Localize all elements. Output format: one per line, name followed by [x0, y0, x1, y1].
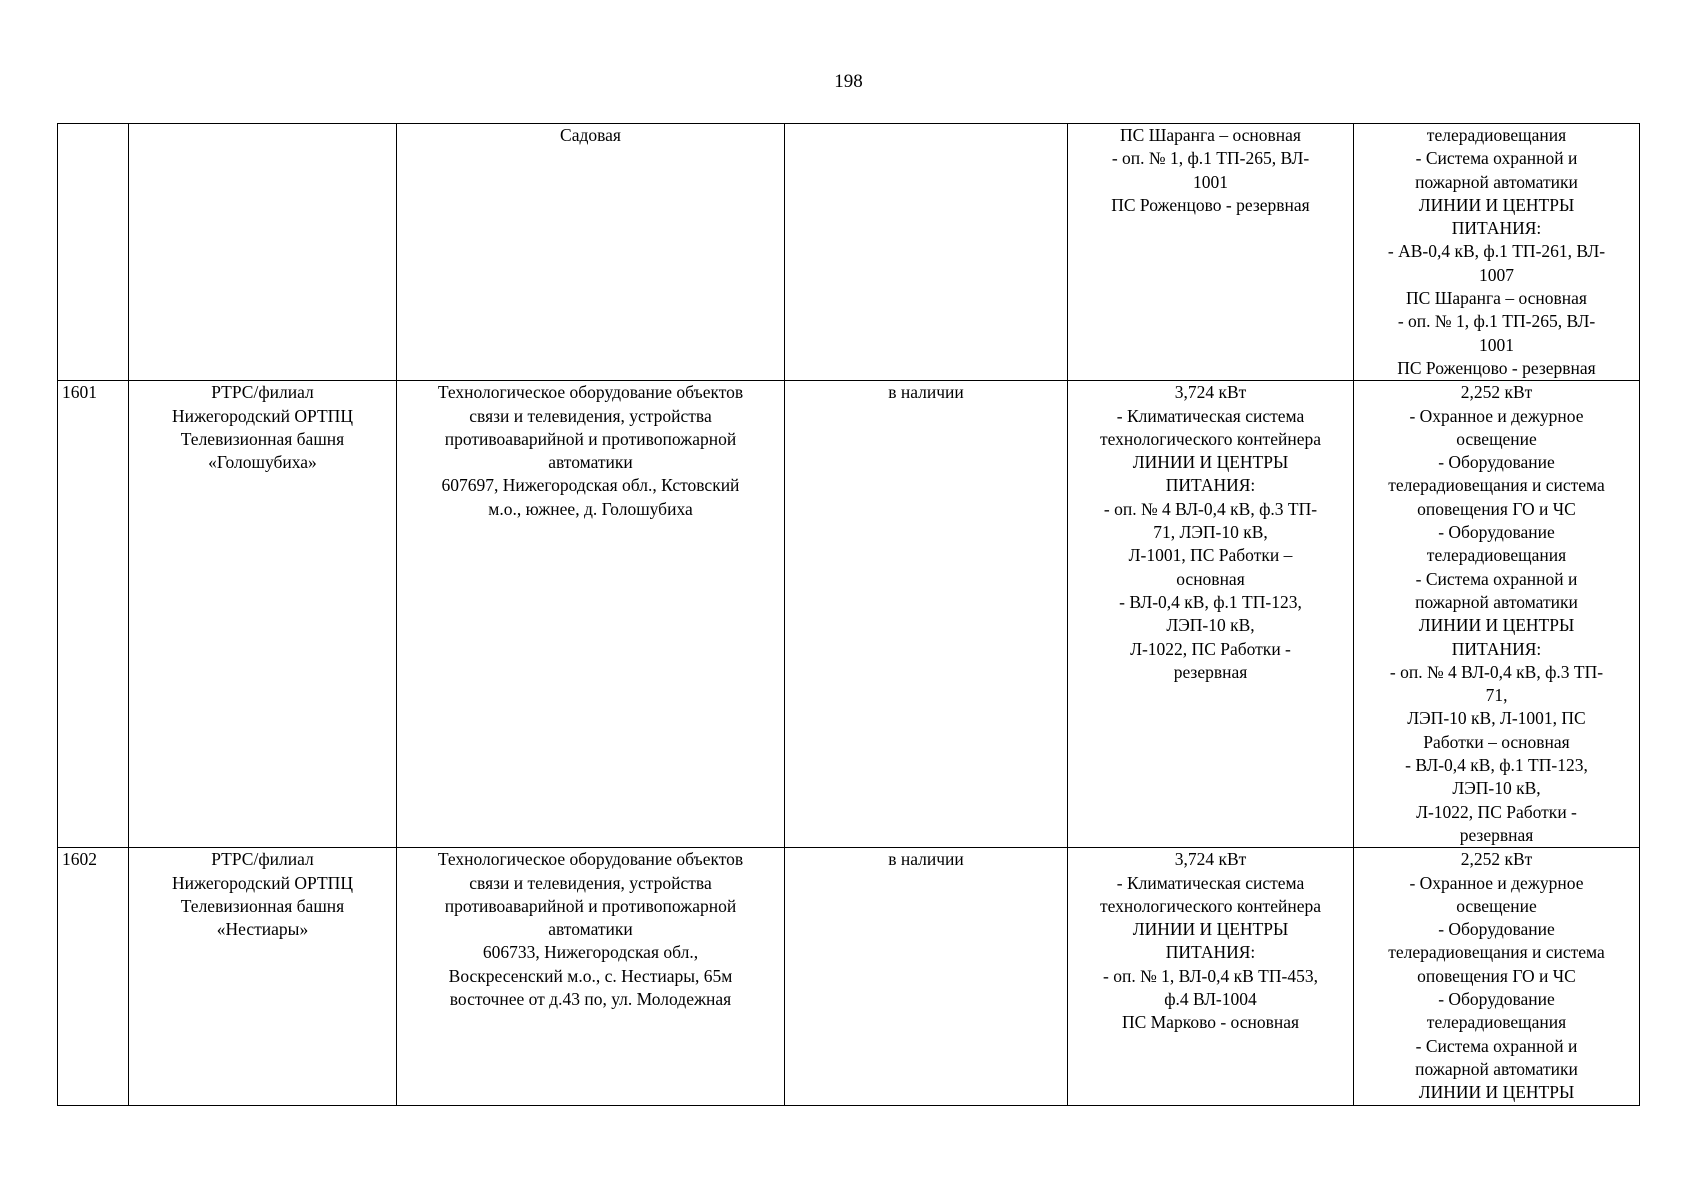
object-cell: Технологическое оборудование объектов связи и телевидения, устройства противоаварийной и противопожарной автоматики 607697, Нижегородская обл., Кстовский м.о., южнее, д. Голошубиха	[397, 381, 785, 848]
power-cell: ПС Шаранга – основная - оп. № 1, ф.1 ТП-265, ВЛ- 1001 ПС Роженцово - резервная	[1068, 124, 1354, 381]
power-cell: 3,724 кВт - Климатическая система технологического контейнера ЛИНИИ И ЦЕНТРЫ ПИТАНИЯ: - оп. № 1, ВЛ-0,4 кВ ТП-453, ф.4 ВЛ-1004 ПС Марково - основная	[1068, 848, 1354, 1105]
object-cell: Технологическое оборудование объектов связи и телевидения, устройства противоаварийной и противопожарной автоматики 606733, Нижегородская обл., Воскресенский м.о., с. Нестиары, 65м восточнее от д.43 по, ул. Молодежная	[397, 848, 785, 1105]
table-row	[58, 848, 1640, 1105]
owner-cell: РТРС/филиал Нижегородский ОРТПЦ Телевизионная башня «Нестиары»	[129, 848, 397, 1105]
consumers-cell: 2,252 кВт - Охранное и дежурное освещение - Оборудование телерадиовещания и система оповещения ГО и ЧС - Оборудование телерадиовещания - Система охранной и пожарной автоматики ЛИНИИ И ЦЕНТРЫ ПИТАНИЯ: - оп. № 4 ВЛ-0,4 кВ, ф.3 ТП- 71, ЛЭП-10 кВ, Л-1001, ПС Работки – основная - ВЛ-0,4 кВ, ф.1 ТП-123, ЛЭП-10 кВ, Л-1022, ПС Работки - резервная	[1354, 381, 1640, 848]
status-cell: в наличии	[785, 381, 1068, 848]
table-row	[58, 381, 1640, 848]
consumers-cell: 2,252 кВт - Охранное и дежурное освещение - Оборудование телерадиовещания и система оповещения ГО и ЧС - Оборудование телерадиовещания - Система охранной и пожарной автоматики ЛИНИИ И ЦЕНТРЫ	[1354, 848, 1640, 1105]
row-number-cell	[58, 124, 129, 381]
registry-table	[57, 123, 1640, 1106]
status-cell: в наличии	[785, 848, 1068, 1105]
consumers-cell: телерадиовещания - Система охранной и пожарной автоматики ЛИНИИ И ЦЕНТРЫ ПИТАНИЯ: - АВ-0,4 кВ, ф.1 ТП-261, ВЛ- 1007 ПС Шаранга – основная - оп. № 1, ф.1 ТП-265, ВЛ- 1001 ПС Роженцово - резервная	[1354, 124, 1640, 381]
table-row	[58, 124, 1640, 381]
power-cell: 3,724 кВт - Климатическая система технологического контейнера ЛИНИИ И ЦЕНТРЫ ПИТАНИЯ: - оп. № 4 ВЛ-0,4 кВ, ф.3 ТП- 71, ЛЭП-10 кВ, Л-1001, ПС Работки – основная - ВЛ-0,4 кВ, ф.1 ТП-123, ЛЭП-10 кВ, Л-1022, ПС Работки - резервная	[1068, 381, 1354, 848]
owner-cell: РТРС/филиал Нижегородский ОРТПЦ Телевизионная башня «Голошубиха»	[129, 381, 397, 848]
owner-cell	[129, 124, 397, 381]
page-number: 198	[834, 71, 863, 92]
object-cell: Садовая	[397, 124, 785, 381]
status-cell	[785, 124, 1068, 381]
row-number-cell: 1601	[58, 381, 129, 848]
row-number-cell: 1602	[58, 848, 129, 1105]
